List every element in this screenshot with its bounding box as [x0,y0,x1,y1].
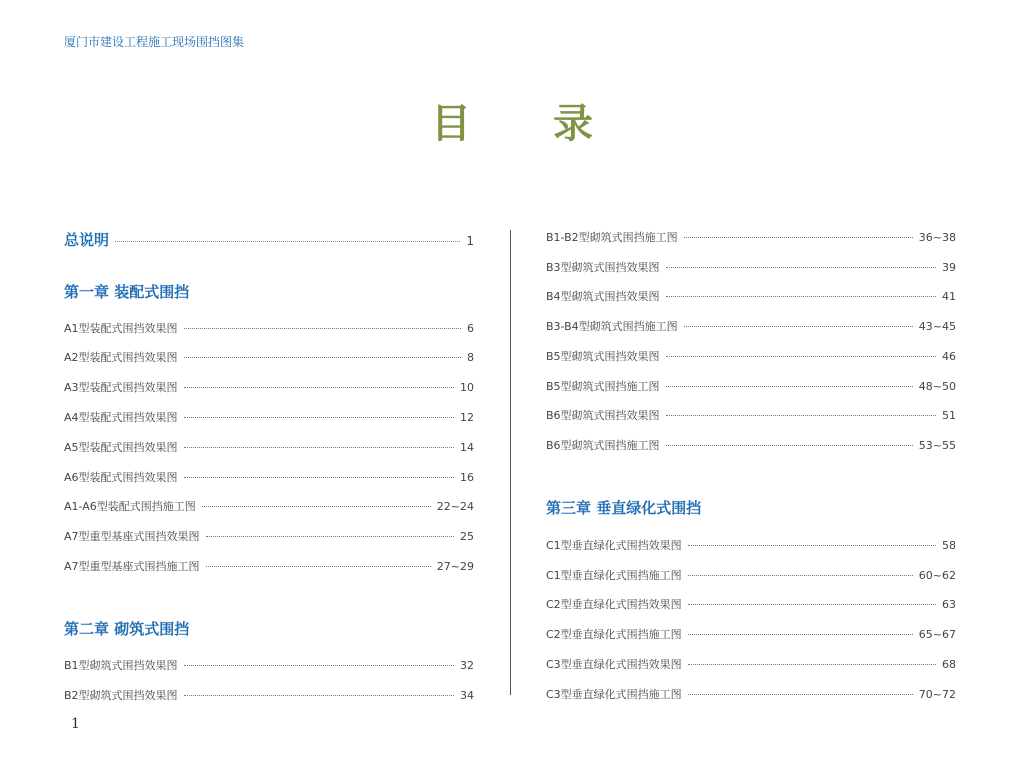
toc-entry[interactable] [546,259,956,275]
page-number: 1 [71,716,80,732]
toc-general[interactable] [64,229,474,250]
chapter1-label: 第一章 装配式围挡 [64,283,190,301]
toc-entry[interactable] [546,567,956,583]
toc-entry-page: 12 [460,411,474,424]
leader-dots [666,267,936,268]
toc-entry[interactable] [546,229,956,245]
toc-entry-label: B3-B4型砌筑式围挡施工图 [546,320,678,333]
toc-entry[interactable] [546,626,956,642]
toc-entry-label: C1型垂直绿化式围挡效果图 [546,539,682,552]
toc-entry-page: 53~55 [918,439,956,452]
toc-entry[interactable] [64,687,474,703]
toc-entry-page: 10 [460,381,474,394]
leader-dots [666,356,936,357]
toc-entry[interactable] [546,407,956,423]
toc-entry[interactable] [64,528,474,544]
leader-dots [184,665,454,666]
toc-entry-label: B6型砌筑式围挡效果图 [546,409,660,422]
toc-entry-page: 6 [467,322,474,335]
chapter1-heading[interactable] [64,281,189,302]
toc-entry-label: A7型重型基座式围挡效果图 [64,530,200,543]
leader-dots [184,417,454,418]
leader-dots [184,447,454,448]
toc-general-page: 1 [466,234,474,248]
toc-entry[interactable] [64,657,474,673]
chapter3-label: 第三章 垂直绿化式围挡 [546,499,702,517]
toc-entry[interactable] [64,320,474,336]
toc-entry-label: B1-B2型砌筑式围挡施工图 [546,231,678,244]
leader-dots [184,695,454,696]
toc-entry-label: A5型装配式围挡效果图 [64,441,178,454]
leader-dots [202,506,431,507]
toc-entry[interactable] [546,437,956,453]
leader-dots [184,387,454,388]
leader-dots [688,634,913,635]
chapter2-heading[interactable] [64,618,189,639]
toc-entry-page: 63 [942,598,956,611]
toc-entry-page: 25 [460,530,474,543]
toc-entry-page: 60~62 [918,569,956,582]
toc-entry-label: B1型砌筑式围挡效果图 [64,659,178,672]
toc-entry-label: B2型砌筑式围挡效果图 [64,689,178,702]
toc-entry-page: 48~50 [918,380,956,393]
toc-entry-page: 8 [467,351,474,364]
toc-entry[interactable] [64,439,474,455]
toc-entry[interactable] [64,349,474,365]
toc-entry-label: C2型垂直绿化式围挡施工图 [546,628,682,641]
toc-entry-label: A6型装配式围挡效果图 [64,471,178,484]
toc-entry-page: 34 [460,689,474,702]
toc-entry-label: B4型砌筑式围挡效果图 [546,290,660,303]
toc-entry[interactable] [546,318,956,334]
leader-dots [666,415,936,416]
toc-entry[interactable] [546,348,956,364]
chapter2-label: 第二章 砌筑式围挡 [64,620,190,638]
toc-entry-label: B3型砌筑式围挡效果图 [546,261,660,274]
leader-dots [688,694,913,695]
leader-dots [684,326,913,327]
leader-dots [688,545,936,546]
leader-dots [688,664,936,665]
toc-entry-label: A1-A6型装配式围挡施工图 [64,500,196,513]
toc-entry-label: B6型砌筑式围挡施工图 [546,439,660,452]
toc-entry-page: 32 [460,659,474,672]
toc-general-label: 总说明 [64,231,110,249]
toc-entry-page: 58 [942,539,956,552]
leader-dots [688,575,913,576]
leader-dots [206,566,431,567]
toc-entry-label: A7型重型基座式围挡施工图 [64,560,200,573]
leader-dots [666,386,913,387]
toc-entry[interactable] [546,656,956,672]
toc-entry-page: 68 [942,658,956,671]
toc-entry-page: 39 [942,261,956,274]
leader-dots [184,328,461,329]
toc-entry-label: C2型垂直绿化式围挡效果图 [546,598,682,611]
toc-entry-label: B5型砌筑式围挡效果图 [546,350,660,363]
leader-dots [666,445,913,446]
toc-entry[interactable] [546,596,956,612]
leader-dots [206,536,454,537]
toc-entry-page: 27~29 [436,560,474,573]
leader-dots [688,604,936,605]
toc-entry-page: 70~72 [918,688,956,701]
leader-dots [115,241,460,242]
toc-entry[interactable] [64,379,474,395]
toc-entry-page: 16 [460,471,474,484]
toc-entry-page: 65~67 [918,628,956,641]
chapter3-heading[interactable] [546,497,701,518]
toc-entry[interactable] [64,409,474,425]
toc-entry-label: A2型装配式围挡效果图 [64,351,178,364]
toc-entry[interactable] [546,686,956,702]
leader-dots [666,296,936,297]
leader-dots [184,357,461,358]
toc-entry[interactable] [64,498,474,514]
toc-entry[interactable] [546,288,956,304]
toc-entry-page: 41 [942,290,956,303]
document-header: 厦门市建设工程施工现场围挡图集 [64,35,245,49]
page-title: 目 录 [431,101,627,147]
toc-entry-page: 14 [460,441,474,454]
toc-entry-label: A1型装配式围挡效果图 [64,322,178,335]
toc-entry-label: C3型垂直绿化式围挡效果图 [546,658,682,671]
toc-entry-label: A3型装配式围挡效果图 [64,381,178,394]
toc-entry-page: 22~24 [436,500,474,513]
toc-entry-page: 43~45 [918,320,956,333]
column-divider [510,230,511,695]
toc-entry-page: 46 [942,350,956,363]
toc-entry-label: C1型垂直绿化式围挡施工图 [546,569,682,582]
leader-dots [184,477,454,478]
toc-entry[interactable] [64,558,474,574]
toc-entry-page: 36~38 [918,231,956,244]
toc-entry[interactable] [546,537,956,553]
toc-entry-page: 51 [942,409,956,422]
toc-entry-label: A4型装配式围挡效果图 [64,411,178,424]
toc-entry[interactable] [546,378,956,394]
toc-entry[interactable] [64,469,474,485]
leader-dots [684,237,913,238]
toc-entry-label: B5型砌筑式围挡施工图 [546,380,660,393]
toc-entry-label: C3型垂直绿化式围挡施工图 [546,688,682,701]
